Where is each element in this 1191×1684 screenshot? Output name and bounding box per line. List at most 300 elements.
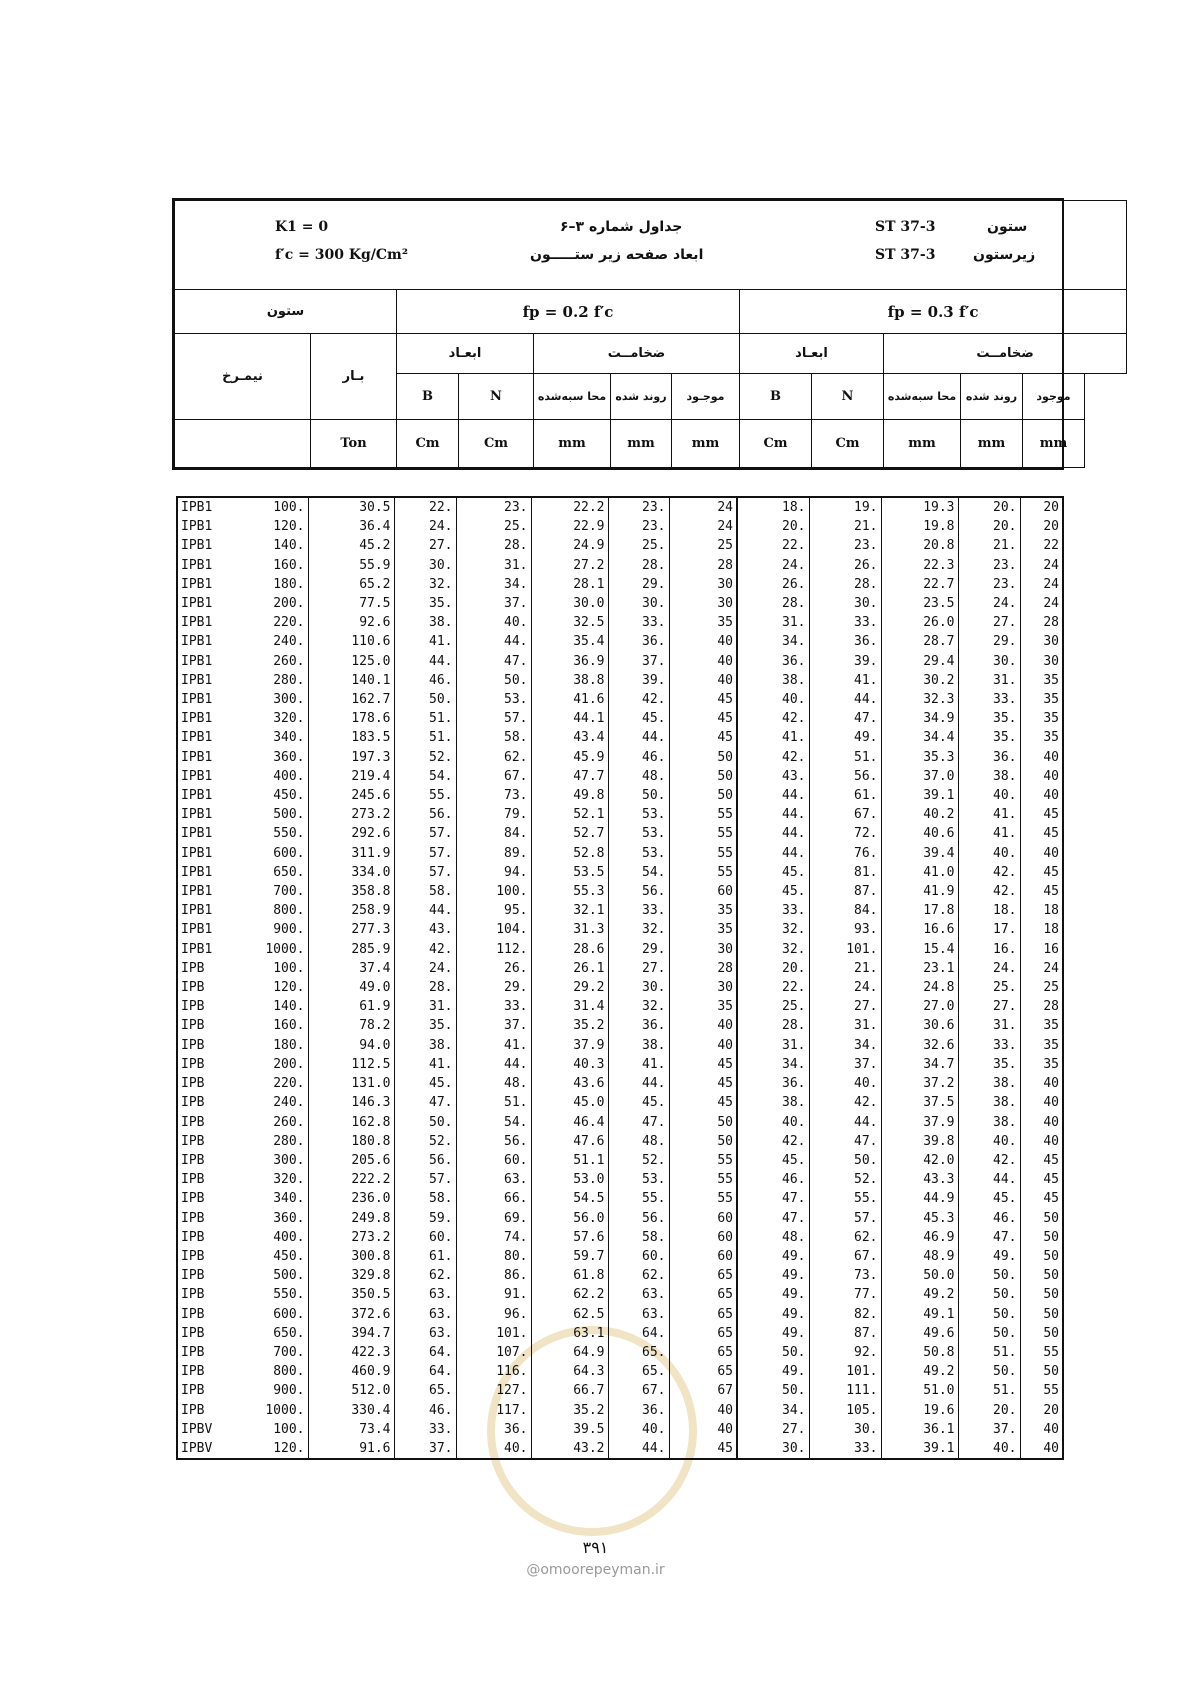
cell-size: 100. bbox=[273, 500, 305, 515]
cell-exist2: 55 bbox=[1020, 1381, 1062, 1400]
cell-calc2: 20.8 bbox=[881, 536, 958, 555]
cell-round1: 64. bbox=[608, 1324, 669, 1343]
cell-exist1: 30 bbox=[669, 575, 737, 594]
cell-calc2: 22.7 bbox=[881, 575, 958, 594]
cell-round1: 32. bbox=[608, 997, 669, 1016]
cell-round1: 67. bbox=[608, 1381, 669, 1400]
cell-round2: 17. bbox=[958, 920, 1020, 939]
cell-b2: 22. bbox=[737, 536, 809, 555]
cell-size: 450. bbox=[273, 1248, 305, 1264]
cell-calc1: 38.8 bbox=[531, 671, 608, 690]
cell-n2: 41. bbox=[809, 671, 881, 690]
cell-round1: 42. bbox=[608, 690, 669, 709]
cell-b2: 26. bbox=[737, 575, 809, 594]
cell-calc2: 43.3 bbox=[881, 1170, 958, 1189]
cell-exist1: 45 bbox=[669, 690, 737, 709]
cell-b1: 64. bbox=[394, 1362, 456, 1381]
cell-calc2: 22.3 bbox=[881, 556, 958, 575]
cell-size: 220. bbox=[273, 615, 305, 631]
cell-exist1: 65 bbox=[669, 1343, 737, 1362]
cell-profile: IPB bbox=[181, 1095, 205, 1111]
table-row bbox=[178, 536, 1062, 555]
cell-exist2: 24 bbox=[1020, 575, 1062, 594]
cell-round2: 40. bbox=[958, 1132, 1020, 1151]
cell-round1: 30. bbox=[608, 978, 669, 997]
cell-n2: 21. bbox=[809, 959, 881, 978]
cell-calc2: 36.1 bbox=[881, 1420, 958, 1439]
cell-profile: IPB1 bbox=[181, 864, 213, 880]
cell-n2: 44. bbox=[809, 1113, 881, 1132]
cell-round1: 62. bbox=[608, 1266, 669, 1285]
cell-b1: 54. bbox=[394, 767, 456, 786]
cell-n2: 87. bbox=[809, 1324, 881, 1343]
cell-exist2: 50 bbox=[1020, 1266, 1062, 1285]
cell-profile: IPB1 bbox=[181, 615, 213, 631]
cell-exist2: 20 bbox=[1020, 517, 1062, 536]
cell-calc1: 49.8 bbox=[531, 786, 608, 805]
cell-exist2: 45 bbox=[1020, 1151, 1062, 1170]
cell-profile: IPB bbox=[181, 1191, 205, 1207]
cell-size: 340. bbox=[273, 1191, 305, 1207]
cell-exist2: 45 bbox=[1020, 882, 1062, 901]
cell-profile: IPB1 bbox=[181, 768, 213, 784]
table-row bbox=[178, 1132, 1062, 1151]
cell-calc1: 53.5 bbox=[531, 863, 608, 882]
column-steel: ST 37-3 bbox=[875, 219, 936, 235]
cell-exist1: 28 bbox=[669, 959, 737, 978]
cell-n2: 26. bbox=[809, 556, 881, 575]
table-row bbox=[178, 1439, 1062, 1458]
cell-n1: 89. bbox=[456, 844, 531, 863]
cell-exist1: 60 bbox=[669, 1228, 737, 1247]
cell-size: 100. bbox=[273, 960, 305, 976]
cell-b2: 45. bbox=[737, 882, 809, 901]
dims-label-1: ابعـاد bbox=[397, 334, 534, 374]
cell-n1: 26. bbox=[456, 959, 531, 978]
cell-calc1: 45.9 bbox=[531, 748, 608, 767]
cell-round2: 23. bbox=[958, 556, 1020, 575]
table-subtitle: ابعاد صفحه زیر ستـــــون bbox=[530, 247, 704, 263]
cell-b2: 41. bbox=[737, 728, 809, 747]
cell-n1: 95. bbox=[456, 901, 531, 920]
cell-load: 140.1 bbox=[308, 671, 394, 690]
cell-n2: 87. bbox=[809, 882, 881, 901]
cell-n1: 104. bbox=[456, 920, 531, 939]
cell-exist2: 50 bbox=[1020, 1305, 1062, 1324]
cell-profile: IPBV bbox=[181, 1440, 213, 1456]
table-row bbox=[178, 1285, 1062, 1304]
cell-n2: 33. bbox=[809, 1439, 881, 1458]
cell-profile: IPB bbox=[181, 1076, 205, 1092]
cell-calc2: 40.2 bbox=[881, 805, 958, 824]
cell-round1: 53. bbox=[608, 844, 669, 863]
cell-exist2: 20 bbox=[1020, 498, 1062, 517]
cell-exist1: 45 bbox=[669, 1055, 737, 1074]
cell-profile: IPB bbox=[181, 1268, 205, 1284]
cell-calc1: 66.7 bbox=[531, 1381, 608, 1400]
cell-n2: 57. bbox=[809, 1209, 881, 1228]
cell-size: 650. bbox=[273, 864, 305, 880]
cell-calc1: 35.2 bbox=[531, 1016, 608, 1035]
cell-round2: 50. bbox=[958, 1324, 1020, 1343]
cell-round1: 48. bbox=[608, 1132, 669, 1151]
cell-n2: 101. bbox=[809, 940, 881, 959]
cell-round2: 33. bbox=[958, 690, 1020, 709]
unit-b-2: Cm bbox=[740, 420, 812, 468]
cell-round1: 40. bbox=[608, 1420, 669, 1439]
table-row bbox=[178, 1381, 1062, 1400]
cell-b1: 27. bbox=[394, 536, 456, 555]
cell-n1: 101. bbox=[456, 1324, 531, 1343]
cell-round2: 42. bbox=[958, 882, 1020, 901]
cell-exist1: 40 bbox=[669, 1420, 737, 1439]
cell-calc1: 64.3 bbox=[531, 1362, 608, 1381]
table-row bbox=[178, 1189, 1062, 1208]
cell-n2: 49. bbox=[809, 728, 881, 747]
cell-b1: 58. bbox=[394, 1189, 456, 1208]
cell-exist2: 35 bbox=[1020, 728, 1062, 747]
cell-round2: 51. bbox=[958, 1343, 1020, 1362]
group-fp-03: fp = 0.3 f′c bbox=[740, 290, 1127, 334]
cell-exist1: 40 bbox=[669, 671, 737, 690]
cell-b1: 37. bbox=[394, 1439, 456, 1458]
cell-load: 277.3 bbox=[308, 920, 394, 939]
cell-n2: 77. bbox=[809, 1285, 881, 1304]
cell-calc2: 19.8 bbox=[881, 517, 958, 536]
cell-load: 146.3 bbox=[308, 1093, 394, 1112]
unit-existing-1: mm bbox=[672, 420, 740, 468]
cell-load: 300.8 bbox=[308, 1247, 394, 1266]
cell-profile: IPB1 bbox=[181, 576, 213, 592]
col-existing-2: موجود bbox=[1023, 374, 1085, 420]
cell-b2: 40. bbox=[737, 690, 809, 709]
cell-exist1: 55 bbox=[669, 1170, 737, 1189]
cell-n2: 33. bbox=[809, 613, 881, 632]
cell-b2: 47. bbox=[737, 1189, 809, 1208]
cell-calc1: 62.5 bbox=[531, 1305, 608, 1324]
cell-b1: 62. bbox=[394, 1266, 456, 1285]
cell-exist2: 40 bbox=[1020, 767, 1062, 786]
cell-calc2: 37.2 bbox=[881, 1074, 958, 1093]
cell-exist1: 60 bbox=[669, 882, 737, 901]
cell-size: 280. bbox=[273, 1133, 305, 1149]
cell-b1: 59. bbox=[394, 1209, 456, 1228]
cell-round2: 27. bbox=[958, 997, 1020, 1016]
table-row bbox=[178, 1228, 1062, 1247]
cell-profile: IPB1 bbox=[181, 922, 213, 938]
cell-b1: 57. bbox=[394, 863, 456, 882]
cell-profile: IPB1 bbox=[181, 672, 213, 688]
table-row bbox=[178, 575, 1062, 594]
unit-b-1: Cm bbox=[397, 420, 459, 468]
cell-b2: 50. bbox=[737, 1343, 809, 1362]
cell-b1: 44. bbox=[394, 901, 456, 920]
cell-b1: 52. bbox=[394, 748, 456, 767]
cell-round1: 28. bbox=[608, 556, 669, 575]
table-row bbox=[178, 556, 1062, 575]
cell-n1: 48. bbox=[456, 1074, 531, 1093]
table-row bbox=[178, 786, 1062, 805]
table-row bbox=[178, 498, 1062, 517]
thickness-label-1: ضخامــت bbox=[534, 334, 740, 374]
cell-b1: 31. bbox=[394, 997, 456, 1016]
cell-round2: 20. bbox=[958, 498, 1020, 517]
table-row bbox=[178, 1113, 1062, 1132]
cell-exist2: 50 bbox=[1020, 1209, 1062, 1228]
cell-calc1: 40.3 bbox=[531, 1055, 608, 1074]
cell-profile: IPB1 bbox=[181, 557, 213, 573]
cell-b2: 43. bbox=[737, 767, 809, 786]
cell-b1: 24. bbox=[394, 959, 456, 978]
cell-load: 183.5 bbox=[308, 728, 394, 747]
table-row bbox=[178, 728, 1062, 747]
cell-b1: 45. bbox=[394, 1074, 456, 1093]
cell-round1: 36. bbox=[608, 1401, 669, 1420]
cell-exist2: 35 bbox=[1020, 709, 1062, 728]
cell-profile: IPB1 bbox=[181, 653, 213, 669]
cell-calc2: 19.6 bbox=[881, 1401, 958, 1420]
cell-exist2: 30 bbox=[1020, 652, 1062, 671]
cell-n1: 23. bbox=[456, 498, 531, 517]
cell-round1: 27. bbox=[608, 959, 669, 978]
cell-n1: 94. bbox=[456, 863, 531, 882]
cell-calc1: 27.2 bbox=[531, 556, 608, 575]
cell-exist2: 50 bbox=[1020, 1228, 1062, 1247]
cell-b2: 25. bbox=[737, 997, 809, 1016]
cell-load: 285.9 bbox=[308, 940, 394, 959]
cell-size: 260. bbox=[273, 653, 305, 669]
cell-calc1: 28.6 bbox=[531, 940, 608, 959]
cell-exist2: 35 bbox=[1020, 1016, 1062, 1035]
cell-exist2: 50 bbox=[1020, 1362, 1062, 1381]
cell-profile: IPB1 bbox=[181, 634, 213, 650]
cell-exist2: 16 bbox=[1020, 940, 1062, 959]
cell-size: 1000. bbox=[265, 941, 305, 957]
cell-exist2: 18 bbox=[1020, 920, 1062, 939]
cell-calc1: 61.8 bbox=[531, 1266, 608, 1285]
cell-calc2: 41.0 bbox=[881, 863, 958, 882]
cell-calc2: 30.6 bbox=[881, 1016, 958, 1035]
cell-b1: 57. bbox=[394, 824, 456, 843]
cell-exist1: 65 bbox=[669, 1324, 737, 1343]
cell-exist2: 35 bbox=[1020, 1055, 1062, 1074]
cell-load: 37.4 bbox=[308, 959, 394, 978]
cell-n1: 56. bbox=[456, 1132, 531, 1151]
cell-n2: 82. bbox=[809, 1305, 881, 1324]
cell-load: 162.7 bbox=[308, 690, 394, 709]
cell-calc1: 46.4 bbox=[531, 1113, 608, 1132]
cell-exist1: 65 bbox=[669, 1362, 737, 1381]
table-row bbox=[178, 1093, 1062, 1112]
cell-n2: 92. bbox=[809, 1343, 881, 1362]
cell-size: 450. bbox=[273, 788, 305, 804]
cell-size: 360. bbox=[273, 749, 305, 765]
cell-n1: 60. bbox=[456, 1151, 531, 1170]
cell-n2: 23. bbox=[809, 536, 881, 555]
cell-calc2: 34.7 bbox=[881, 1055, 958, 1074]
cell-exist1: 50 bbox=[669, 786, 737, 805]
table-row bbox=[178, 709, 1062, 728]
cell-calc1: 39.5 bbox=[531, 1420, 608, 1439]
k1-label: K1 = 0 bbox=[275, 219, 329, 235]
cell-b2: 36. bbox=[737, 652, 809, 671]
cell-n2: 44. bbox=[809, 690, 881, 709]
cell-load: 422.3 bbox=[308, 1343, 394, 1362]
cell-b1: 56. bbox=[394, 1151, 456, 1170]
cell-b1: 63. bbox=[394, 1305, 456, 1324]
cell-n1: 100. bbox=[456, 882, 531, 901]
cell-profile: IPB bbox=[181, 1306, 205, 1322]
cell-calc2: 39.4 bbox=[881, 844, 958, 863]
dims-label-2: ابعـاد bbox=[740, 334, 884, 374]
cell-profile: IPB1 bbox=[181, 941, 213, 957]
table-row bbox=[178, 901, 1062, 920]
cell-size: 160. bbox=[273, 557, 305, 573]
cell-b1: 22. bbox=[394, 498, 456, 517]
cell-calc2: 51.0 bbox=[881, 1381, 958, 1400]
cell-n2: 76. bbox=[809, 844, 881, 863]
cell-n1: 41. bbox=[456, 1036, 531, 1055]
cell-calc1: 32.1 bbox=[531, 901, 608, 920]
cell-round1: 37. bbox=[608, 652, 669, 671]
cell-exist2: 22 bbox=[1020, 536, 1062, 555]
cell-size: 400. bbox=[273, 1229, 305, 1245]
cell-exist2: 45 bbox=[1020, 1170, 1062, 1189]
cell-size: 120. bbox=[273, 1440, 305, 1456]
cell-exist1: 55 bbox=[669, 805, 737, 824]
cell-size: 600. bbox=[273, 845, 305, 861]
cell-load: 329.8 bbox=[308, 1266, 394, 1285]
cell-load: 249.8 bbox=[308, 1209, 394, 1228]
cell-round2: 40. bbox=[958, 1439, 1020, 1458]
table-row bbox=[178, 1016, 1062, 1035]
cell-exist1: 55 bbox=[669, 844, 737, 863]
cell-load: 197.3 bbox=[308, 748, 394, 767]
cell-calc1: 43.4 bbox=[531, 728, 608, 747]
cell-calc1: 52.8 bbox=[531, 844, 608, 863]
cell-b2: 20. bbox=[737, 517, 809, 536]
cell-profile: IPB bbox=[181, 1248, 205, 1264]
cell-load: 372.6 bbox=[308, 1305, 394, 1324]
cell-n2: 51. bbox=[809, 748, 881, 767]
col-n-1: N bbox=[459, 374, 534, 420]
cell-calc2: 50.8 bbox=[881, 1343, 958, 1362]
cell-size: 650. bbox=[273, 1325, 305, 1341]
cell-load: 311.9 bbox=[308, 844, 394, 863]
cell-profile: IPB bbox=[181, 1402, 205, 1418]
cell-b2: 49. bbox=[737, 1305, 809, 1324]
cell-profile: IPB bbox=[181, 960, 205, 976]
cell-calc2: 27.0 bbox=[881, 997, 958, 1016]
cell-exist1: 50 bbox=[669, 748, 737, 767]
table-row bbox=[178, 613, 1062, 632]
cell-round1: 29. bbox=[608, 575, 669, 594]
cell-size: 1000. bbox=[265, 1402, 305, 1418]
table-row bbox=[178, 652, 1062, 671]
cell-n1: 44. bbox=[456, 1055, 531, 1074]
cell-exist2: 45 bbox=[1020, 824, 1062, 843]
cell-n1: 37. bbox=[456, 1016, 531, 1035]
cell-calc2: 42.0 bbox=[881, 1151, 958, 1170]
cell-calc2: 44.9 bbox=[881, 1189, 958, 1208]
cell-exist1: 60 bbox=[669, 1247, 737, 1266]
cell-round2: 41. bbox=[958, 824, 1020, 843]
cell-n1: 54. bbox=[456, 1113, 531, 1132]
cell-profile: IPB bbox=[181, 1344, 205, 1360]
cell-round1: 46. bbox=[608, 748, 669, 767]
cell-b1: 64. bbox=[394, 1343, 456, 1362]
cell-profile: IPB1 bbox=[181, 538, 213, 554]
cell-round1: 53. bbox=[608, 824, 669, 843]
cell-exist2: 50 bbox=[1020, 1324, 1062, 1343]
unit-profile bbox=[175, 420, 311, 468]
cell-exist1: 35 bbox=[669, 901, 737, 920]
cell-size: 300. bbox=[273, 692, 305, 708]
cell-round2: 42. bbox=[958, 1151, 1020, 1170]
cell-profile: IPB1 bbox=[181, 519, 213, 535]
cell-b2: 34. bbox=[737, 1401, 809, 1420]
col-calc-2: محا سبه‌شده bbox=[884, 374, 961, 420]
cell-exist2: 40 bbox=[1020, 1074, 1062, 1093]
cell-round2: 46. bbox=[958, 1209, 1020, 1228]
cell-round1: 23. bbox=[608, 517, 669, 536]
cell-size: 240. bbox=[273, 1095, 305, 1111]
cell-round2: 21. bbox=[958, 536, 1020, 555]
cell-calc2: 23.5 bbox=[881, 594, 958, 613]
cell-round2: 44. bbox=[958, 1170, 1020, 1189]
cell-exist2: 55 bbox=[1020, 1343, 1062, 1362]
cell-b1: 35. bbox=[394, 594, 456, 613]
col-existing-1: موجـود bbox=[672, 374, 740, 420]
column-label: ستون bbox=[987, 219, 1028, 235]
cell-round2: 35. bbox=[958, 1055, 1020, 1074]
cell-size: 500. bbox=[273, 1268, 305, 1284]
cell-b1: 28. bbox=[394, 978, 456, 997]
cell-b2: 49. bbox=[737, 1266, 809, 1285]
cell-b2: 46. bbox=[737, 1170, 809, 1189]
cell-b1: 32. bbox=[394, 575, 456, 594]
cell-round1: 36. bbox=[608, 632, 669, 651]
cell-n1: 31. bbox=[456, 556, 531, 575]
cell-round2: 50. bbox=[958, 1362, 1020, 1381]
cell-load: 292.6 bbox=[308, 824, 394, 843]
table-row bbox=[178, 920, 1062, 939]
cell-b2: 32. bbox=[737, 920, 809, 939]
cell-size: 100. bbox=[273, 1421, 305, 1437]
cell-b2: 36. bbox=[737, 1074, 809, 1093]
cell-exist2: 40 bbox=[1020, 1439, 1062, 1458]
cell-calc1: 32.5 bbox=[531, 613, 608, 632]
cell-size: 240. bbox=[273, 634, 305, 650]
cell-round2: 29. bbox=[958, 632, 1020, 651]
cell-profile: IPB1 bbox=[181, 903, 213, 919]
cell-exist2: 50 bbox=[1020, 1247, 1062, 1266]
cell-size: 320. bbox=[273, 711, 305, 727]
cell-calc1: 64.9 bbox=[531, 1343, 608, 1362]
cell-n2: 101. bbox=[809, 1362, 881, 1381]
cell-round2: 50. bbox=[958, 1285, 1020, 1304]
cell-b1: 30. bbox=[394, 556, 456, 575]
cell-size: 360. bbox=[273, 1210, 305, 1226]
cell-round1: 48. bbox=[608, 767, 669, 786]
cell-calc2: 29.4 bbox=[881, 652, 958, 671]
col-rounded-1: روند شده bbox=[611, 374, 672, 420]
cell-round1: 25. bbox=[608, 536, 669, 555]
unit-existing-2: mm bbox=[1023, 420, 1085, 468]
cell-calc1: 31.3 bbox=[531, 920, 608, 939]
cell-n2: 30. bbox=[809, 1420, 881, 1439]
cell-calc1: 43.6 bbox=[531, 1074, 608, 1093]
